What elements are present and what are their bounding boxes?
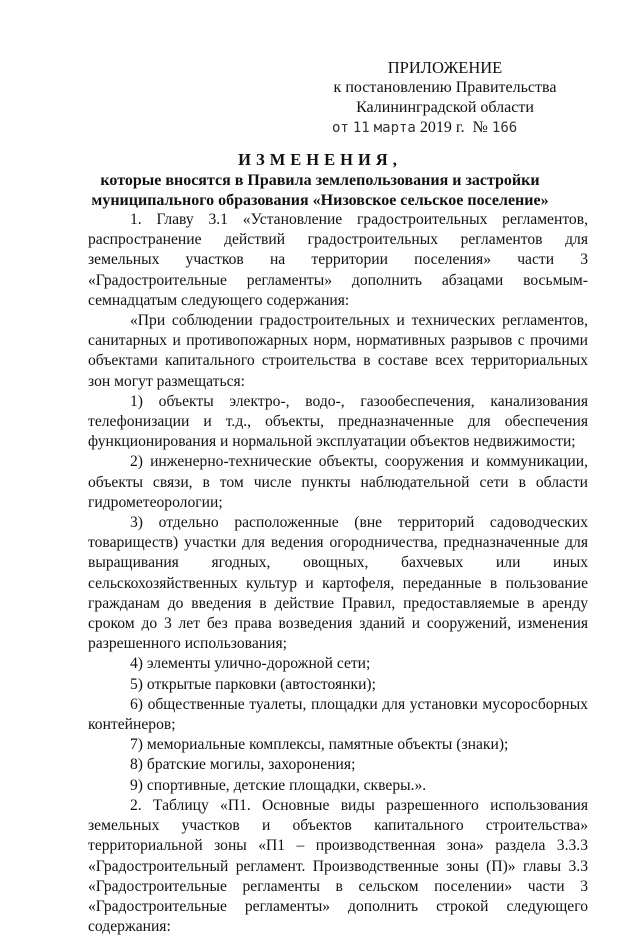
appendix-title: ПРИЛОЖЕНИЕ [387,58,503,77]
paragraph-8: 6) общественные туалеты, площадки для установки мусоросборных контейнеров; [88,695,588,734]
paragraph-12: 2. Таблицу «П1. Основные виды разрешенного использования земельных участков и объектов капитального строительства» территориальной зоны «П1 – производственная зона» раздела 3.3.3 «Градостроительный регламент. Производственные зоны (П)» главы 3.3 «Градостроительные регламенты в сельском поселении» части 3 «Градостроительные регламенты» дополнить строкой следующего содержания: [88,796,588,936]
date-from: от [332,120,349,136]
paragraph-4: 2) инженерно-технические объекты, сооружения и коммуникации, объекты связи, в том числе пункты наблюдательной сети в области гидрометеорологии; [88,453,588,511]
paragraph-2: «При соблюдении градостроительных и технических регламентов, санитарных и противопожарных норм, нормативных разрывов с прочими объектами капитального строительства в составе всех территориальных зон могут размещаться: [88,312,588,390]
date-month: марта [373,120,416,136]
decree-number: 166 [491,120,518,136]
paragraph-11: 9) спортивные, детские площадки, скверы.». [130,776,427,794]
paragraph-10: 8) братские могилы, захоронения; [130,756,356,774]
decree-date-line [320,118,570,138]
date-year: 2019 г. [419,119,465,136]
date-day: 11 [352,120,370,136]
paragraph-3: 1) объекты электро-, водо-, газообеспечения, канализования телефонизации и т.д., объекты, предназначенные для обеспечения функционирования и нормальной эксплуатации объектов недвижимости; [88,392,588,451]
paragraph-9: 7) мемориальные комплексы, памятные объекты (знаки); [130,736,509,754]
number-sign: № [472,119,488,136]
paragraph-6: 4) элементы улично-дорожной сети; [130,655,371,673]
document-title: ИЗМЕНЕНИЯ, [238,150,402,169]
appendix-line-2: Калининградской области [356,99,534,116]
paragraph-5: 3) отдельно расположенные (вне территорий садоводческих товариществ) участки для ведения огородничества, предназначенные для выращивания ягодных, овощных, бахчевых или иных сельскохозяйственных культур и картофеля, переданные в пользование гражданам до введения в действие Правил, предоставляемые в аренду сроком до 3 лет без права возведения зданий и сооружений, изменения разрешенного использования; [88,514,588,653]
paragraph-7: 5) открытые парковки (автостоянки); [130,675,376,693]
appendix-header [320,58,570,138]
paragraph-1: 1. Главу 3.1 «Установление градостроительных регламентов, распространение действий градостроительных регламентов для земельных участков на территории поселения» части 3 «Градостроительные регламенты» дополнить абзацами восьмым-семнадцатым следующего содержания: [88,211,588,309]
document-subtitle: которые вносятся в Правила землепользования и застройки муниципального образования «Низовское сельское поселение» [91,172,549,209]
appendix-line-1: к постановлению Правительства [333,79,557,96]
document-body [88,210,588,937]
